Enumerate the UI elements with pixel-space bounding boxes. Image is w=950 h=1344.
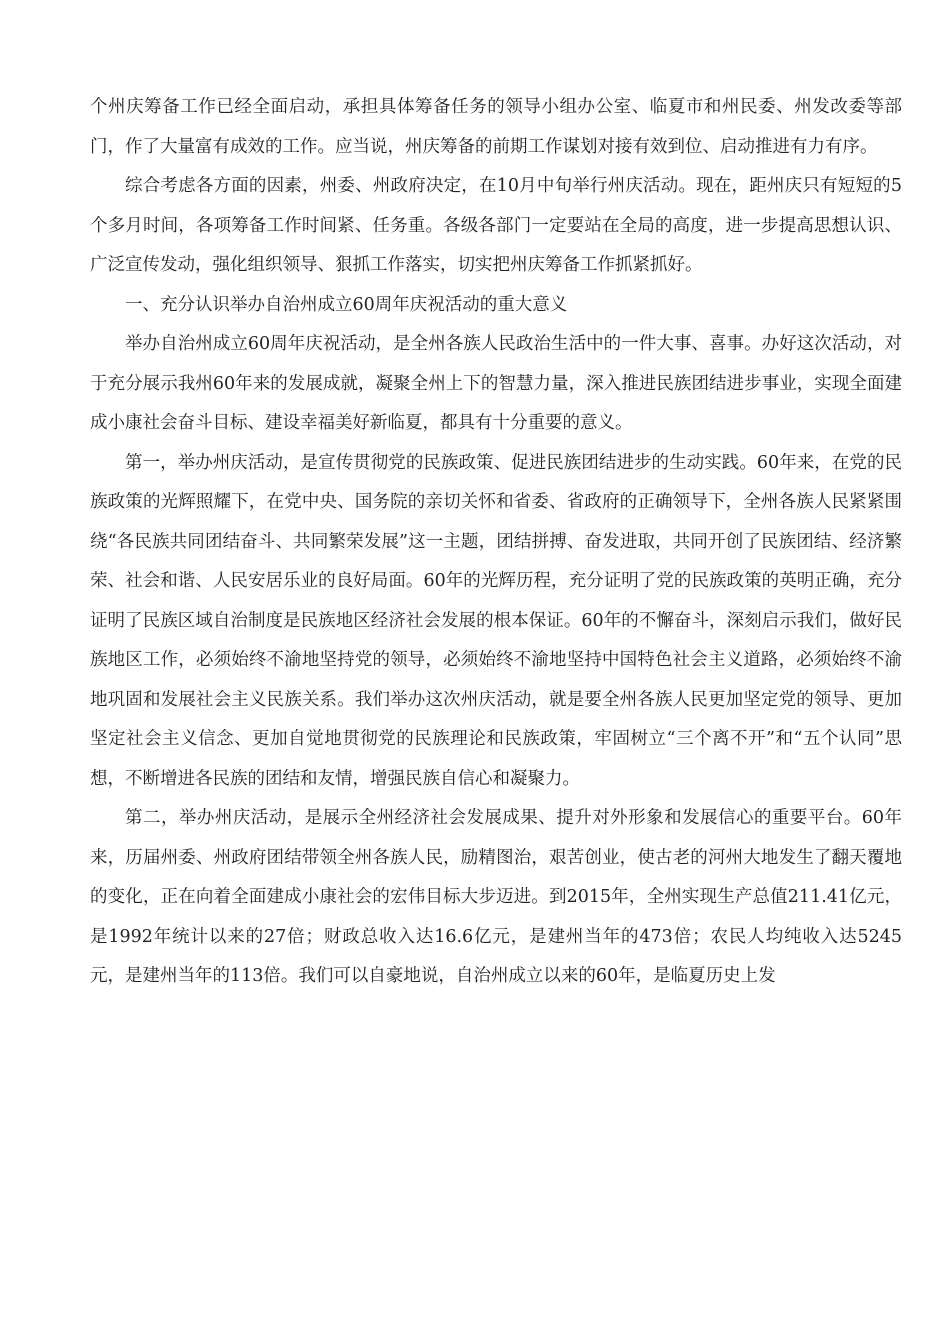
document-body: [90, 88, 902, 997]
paragraph-continuation: 个州庆筹备工作已经全面启动，承担具体筹备任务的领导小组办公室、临夏市和州民委、州发改委等部门，作了大量富有成效的工作。应当说，州庆筹备的前期工作谋划对接有效到位、启动推进有力有序。: [90, 97, 902, 157]
section-heading-1: 一、充分认识举办自治州成立60周年庆祝活动的重大意义: [125, 294, 568, 315]
paragraph-second-point: 第二，举办州庆活动，是展示全州经济社会发展成果、提升对外形象和发展信心的重要平台。60年来，历届州委、州政府团结带领全州各族人民，励精图治，艰苦创业，使古老的河州大地发生了翻天覆地的变化，正在向着全面建成小康社会的宏伟目标大步迈进。到2015年，全州实现生产总值211.41亿元，是1992年统计以来的27倍；财政总收入达16.6亿元，是建州当年的473倍；农民人均纯收入达5245元，是建州当年的113倍。我们可以自豪地说，自治州成立以来的60年，是临夏历史上发: [90, 808, 902, 986]
paragraph-first-point: 第一，举办州庆活动，是宣传贯彻党的民族政策、促进民族团结进步的生动实践。60年来，在党的民族政策的光辉照耀下，在党中央、国务院的亲切关怀和省委、省政府的正确领导下，全州各族人民紧紧围绕“各民族共同团结奋斗、共同繁荣发展”这一主题，团结拼搏、奋发进取，共同开创了民族团结、经济繁荣、社会和谐、人民安居乐业的良好局面。60年的光辉历程，充分证明了党的民族政策的英明正确，充分证明了民族区域自治制度是民族地区经济社会发展的根本保证。60年的不懈奋斗，深刻启示我们，做好民族地区工作，必须始终不渝地坚持党的领导，必须始终不渝地坚持中国特色社会主义道路，必须始终不渝地巩固和发展社会主义民族关系。我们举办这次州庆活动，就是要全州各族人民更加坚定党的领导、更加坚定社会主义信念、更加自觉地贯彻党的民族理论和民族政策，牢固树立“三个离不开”和“五个认同”思想，不断增进各民族的团结和友情，增强民族自信心和凝聚力。: [90, 452, 902, 789]
paragraph-significance: 举办自治州成立60周年庆祝活动，是全州各族人民政治生活中的一件大事、喜事。办好这次活动，对于充分展示我州60年来的发展成就，凝聚全州上下的智慧力量，深入推进民族团结进步事业，实现全面建成小康社会奋斗目标、建设幸福美好新临夏，都具有十分重要的意义。: [90, 334, 902, 433]
paragraph-schedule: 综合考虑各方面的因素，州委、州政府决定，在10月中旬举行州庆活动。现在，距州庆只有短短的5个多月时间，各项筹备工作时间紧、任务重。各级各部门一定要站在全局的高度，进一步提高思想认识、广泛宣传发动，强化组织领导、狠抓工作落实，切实把州庆筹备工作抓紧抓好。: [90, 176, 902, 275]
